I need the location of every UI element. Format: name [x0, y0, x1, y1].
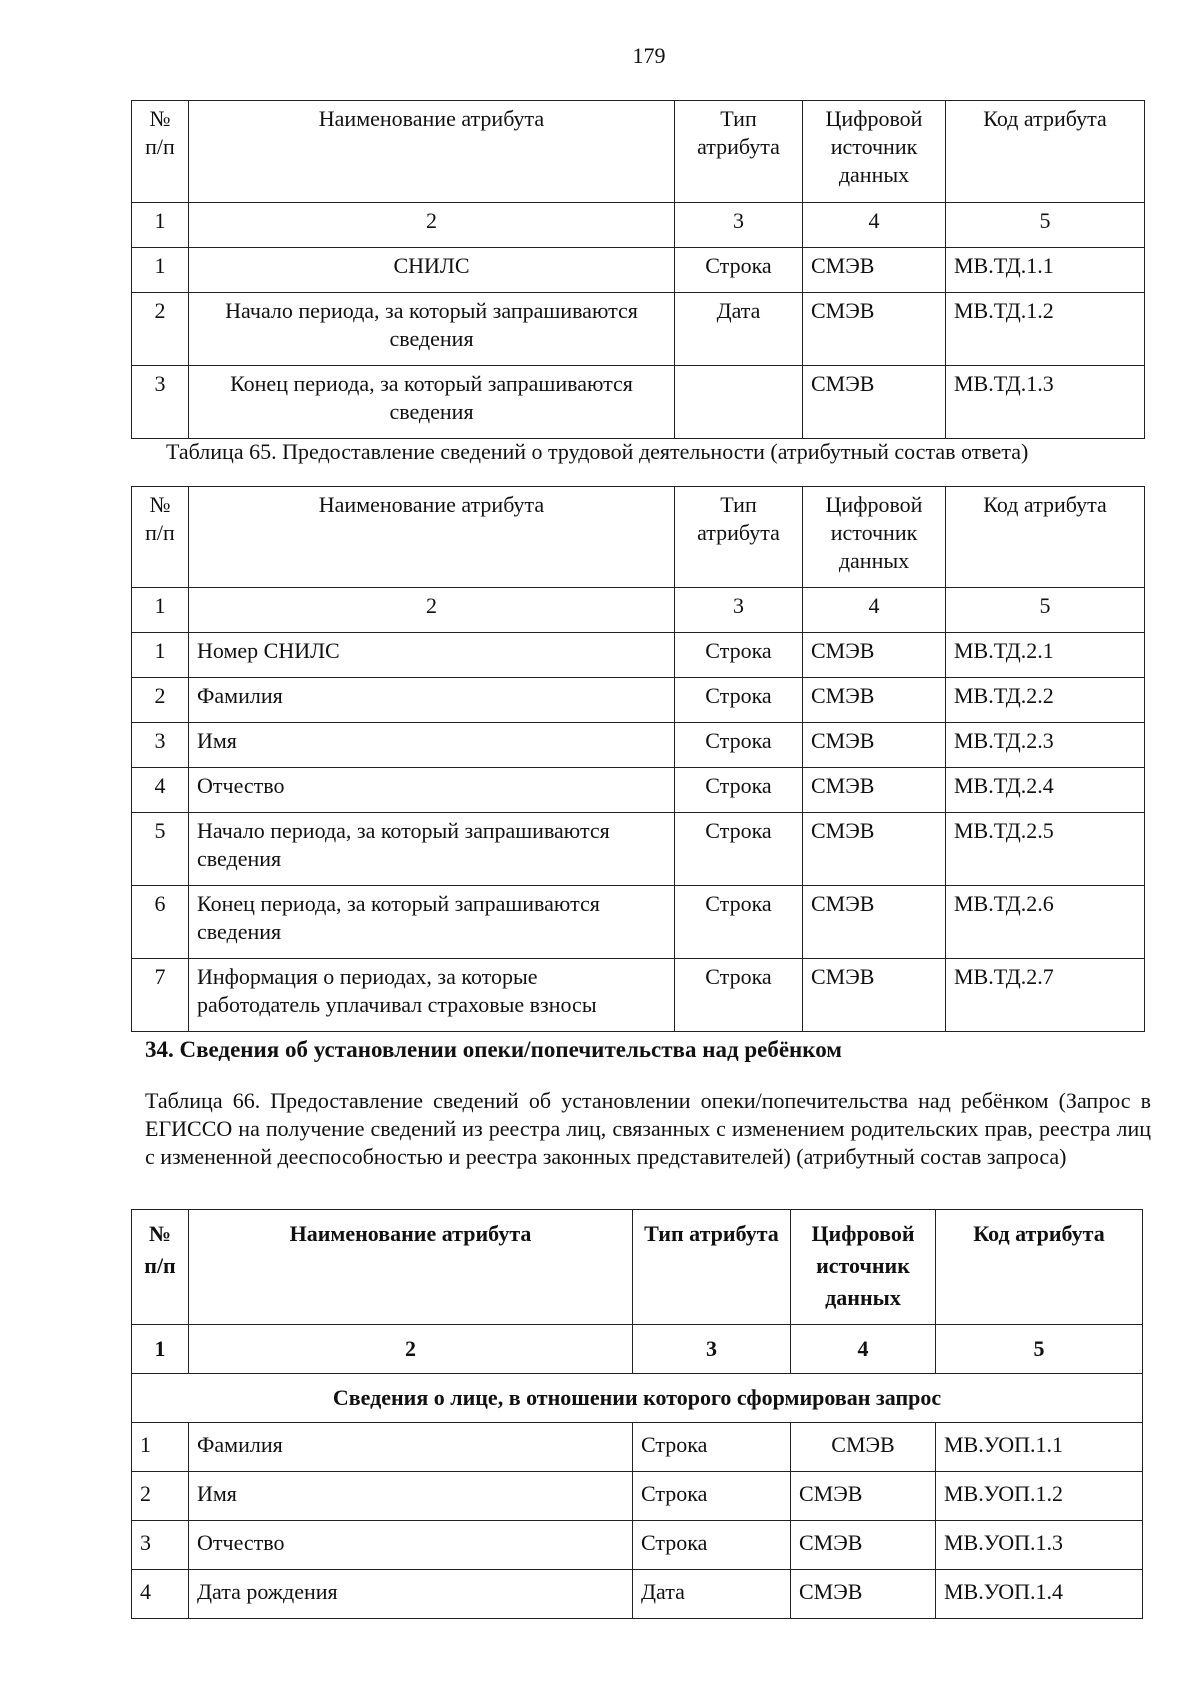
attribute-type: Строка	[675, 248, 803, 293]
attribute-type: Дата	[675, 293, 803, 366]
header-type: Тип атрибута	[675, 487, 803, 588]
attribute-name: Информация о периодах, за которые работодатель уплачивал страховые взносы	[189, 959, 675, 1032]
attribute-code: МВ.ТД.2.3	[946, 723, 1145, 768]
attribute-name: Имя	[189, 1472, 633, 1521]
attribute-code: МВ.ТД.2.5	[946, 813, 1145, 886]
attribute-name: Конец периода, за который запрашиваются сведения	[189, 886, 675, 959]
attribute-name: Отчество	[189, 1521, 633, 1570]
header-code: Код атрибута	[946, 101, 1145, 203]
attribute-code: МВ.ТД.2.4	[946, 768, 1145, 813]
row-number: 1	[132, 248, 189, 293]
attribute-code: МВ.ТД.2.2	[946, 678, 1145, 723]
attribute-source: СМЭВ	[803, 723, 946, 768]
attribute-source: СМЭВ	[803, 813, 946, 886]
table-numbering-row	[132, 588, 1145, 633]
attribute-type: Строка	[675, 723, 803, 768]
numbering-cell: 3	[675, 588, 803, 633]
row-number: 7	[132, 959, 189, 1032]
row-number: 1	[132, 1423, 189, 1472]
table-row	[132, 1423, 1143, 1472]
numbering-cell: 4	[791, 1325, 936, 1374]
attribute-type: Строка	[675, 678, 803, 723]
attribute-source: СМЭВ	[803, 886, 946, 959]
attribute-code: МВ.ТД.2.1	[946, 633, 1145, 678]
numbering-cell: 2	[189, 203, 675, 248]
table-row	[132, 248, 1145, 293]
row-number: 4	[132, 768, 189, 813]
header-source: Цифровой источник данных	[791, 1210, 936, 1325]
numbering-cell: 2	[189, 1325, 633, 1374]
header-code: Код атрибута	[946, 487, 1145, 588]
numbering-cell: 2	[189, 588, 675, 633]
numbering-cell: 4	[803, 203, 946, 248]
attribute-code: МВ.УОП.1.3	[936, 1521, 1143, 1570]
attribute-source: СМЭВ	[803, 293, 946, 366]
header-type: Тип атрибута	[675, 101, 803, 203]
row-number: 2	[132, 1472, 189, 1521]
attribute-type: Дата	[633, 1570, 791, 1619]
header-name: Наименование атрибута	[189, 1210, 633, 1325]
attribute-source: СМЭВ	[791, 1521, 936, 1570]
attribute-name: Начало периода, за который запрашиваются сведения	[189, 813, 675, 886]
attribute-name: Фамилия	[189, 678, 675, 723]
attribute-type: Строка	[633, 1521, 791, 1570]
attribute-name: СНИЛС	[189, 248, 675, 293]
attribute-name: Отчество	[189, 768, 675, 813]
attribute-code: МВ.УОП.1.2	[936, 1472, 1143, 1521]
attribute-source: СМЭВ	[791, 1570, 936, 1619]
attribute-source: СМЭВ	[791, 1423, 936, 1472]
attribute-code: МВ.ТД.2.7	[946, 959, 1145, 1032]
row-number: 2	[132, 678, 189, 723]
header-number: № п/п	[132, 487, 189, 588]
table-row	[132, 293, 1145, 366]
section-34-heading: 34. Сведения об установлении опеки/попечительства над ребёнком	[145, 1037, 842, 1062]
header-code: Код атрибута	[936, 1210, 1143, 1325]
attribute-type: Строка	[675, 633, 803, 678]
attribute-name: Дата рождения	[189, 1570, 633, 1619]
attribute-code: МВ.УОП.1.1	[936, 1423, 1143, 1472]
attribute-code: МВ.УОП.1.4	[936, 1570, 1143, 1619]
header-name: Наименование атрибута	[189, 101, 675, 203]
numbering-cell: 1	[132, 203, 189, 248]
attribute-name: Имя	[189, 723, 675, 768]
table-header-row	[132, 101, 1145, 203]
attribute-source: СМЭВ	[803, 366, 946, 439]
attribute-source: СМЭВ	[803, 633, 946, 678]
table-66	[131, 1209, 1143, 1619]
attribute-name: Фамилия	[189, 1423, 633, 1472]
table-row	[132, 366, 1145, 439]
header-source: Цифровой источник данных	[803, 487, 946, 588]
table-65-caption: Таблица 65. Предоставление сведений о трудовой деятельности (атрибутный состав ответа)	[166, 439, 1029, 464]
attribute-type: Строка	[675, 768, 803, 813]
numbering-cell: 4	[803, 588, 946, 633]
group-title: Сведения о лице, в отношении которого сформирован запрос	[132, 1374, 1143, 1423]
attribute-source: СМЭВ	[803, 768, 946, 813]
table-66-caption: Таблица 66. Предоставление сведений об установлении опеки/попечительства над ребёнком (Запрос в ЕГИССО на получение сведений из реестра лиц, связанных с изменением родительских прав, реестра лиц с измененной дееспособностью и реестра законных представителей) (атрибутный состав запроса)	[145, 1088, 1151, 1169]
table-row	[132, 959, 1145, 1032]
row-number: 3	[132, 723, 189, 768]
header-number: № п/п	[132, 101, 189, 203]
header-number: № п/п	[132, 1210, 189, 1325]
attribute-type: Строка	[633, 1423, 791, 1472]
row-number: 3	[132, 366, 189, 439]
table-row	[132, 723, 1145, 768]
header-name: Наименование атрибута	[189, 487, 675, 588]
page-number: 179	[632, 43, 666, 68]
row-number: 1	[132, 633, 189, 678]
table-row	[132, 678, 1145, 723]
numbering-cell: 5	[946, 203, 1145, 248]
row-number: 6	[132, 886, 189, 959]
header-source: Цифровой источник данных	[803, 101, 946, 203]
table-header-row	[132, 487, 1145, 588]
numbering-cell: 1	[132, 1325, 189, 1374]
row-number: 5	[132, 813, 189, 886]
attribute-name: Конец периода, за который запрашиваются сведения	[189, 366, 675, 439]
numbering-cell: 3	[633, 1325, 791, 1374]
numbering-cell: 3	[675, 203, 803, 248]
table-row	[132, 768, 1145, 813]
table-header-row	[132, 1210, 1143, 1325]
table-numbering-row	[132, 203, 1145, 248]
attribute-type	[675, 366, 803, 439]
attribute-code: МВ.ТД.1.3	[946, 366, 1145, 439]
table-65	[131, 486, 1145, 1032]
numbering-cell: 1	[132, 588, 189, 633]
attribute-source: СМЭВ	[803, 678, 946, 723]
attribute-source: СМЭВ	[791, 1472, 936, 1521]
attribute-type: Строка	[675, 813, 803, 886]
numbering-cell: 5	[946, 588, 1145, 633]
row-number: 4	[132, 1570, 189, 1619]
table-1	[131, 100, 1145, 439]
attribute-type: Строка	[675, 886, 803, 959]
numbering-cell: 5	[936, 1325, 1143, 1374]
header-type: Тип атрибута	[633, 1210, 791, 1325]
attribute-code: МВ.ТД.1.2	[946, 293, 1145, 366]
table-row	[132, 1570, 1143, 1619]
attribute-type: Строка	[633, 1472, 791, 1521]
row-number: 2	[132, 293, 189, 366]
table-row	[132, 633, 1145, 678]
attribute-name: Начало периода, за который запрашиваются сведения	[189, 293, 675, 366]
table-numbering-row	[132, 1325, 1143, 1374]
table-row	[132, 1521, 1143, 1570]
attribute-source: СМЭВ	[803, 248, 946, 293]
table-row	[132, 886, 1145, 959]
attribute-code: МВ.ТД.2.6	[946, 886, 1145, 959]
attribute-type: Строка	[675, 959, 803, 1032]
table-group-row	[132, 1374, 1143, 1423]
table-row	[132, 1472, 1143, 1521]
attribute-source: СМЭВ	[803, 959, 946, 1032]
table-row	[132, 813, 1145, 886]
attribute-name: Номер СНИЛС	[189, 633, 675, 678]
row-number: 3	[132, 1521, 189, 1570]
attribute-code: МВ.ТД.1.1	[946, 248, 1145, 293]
